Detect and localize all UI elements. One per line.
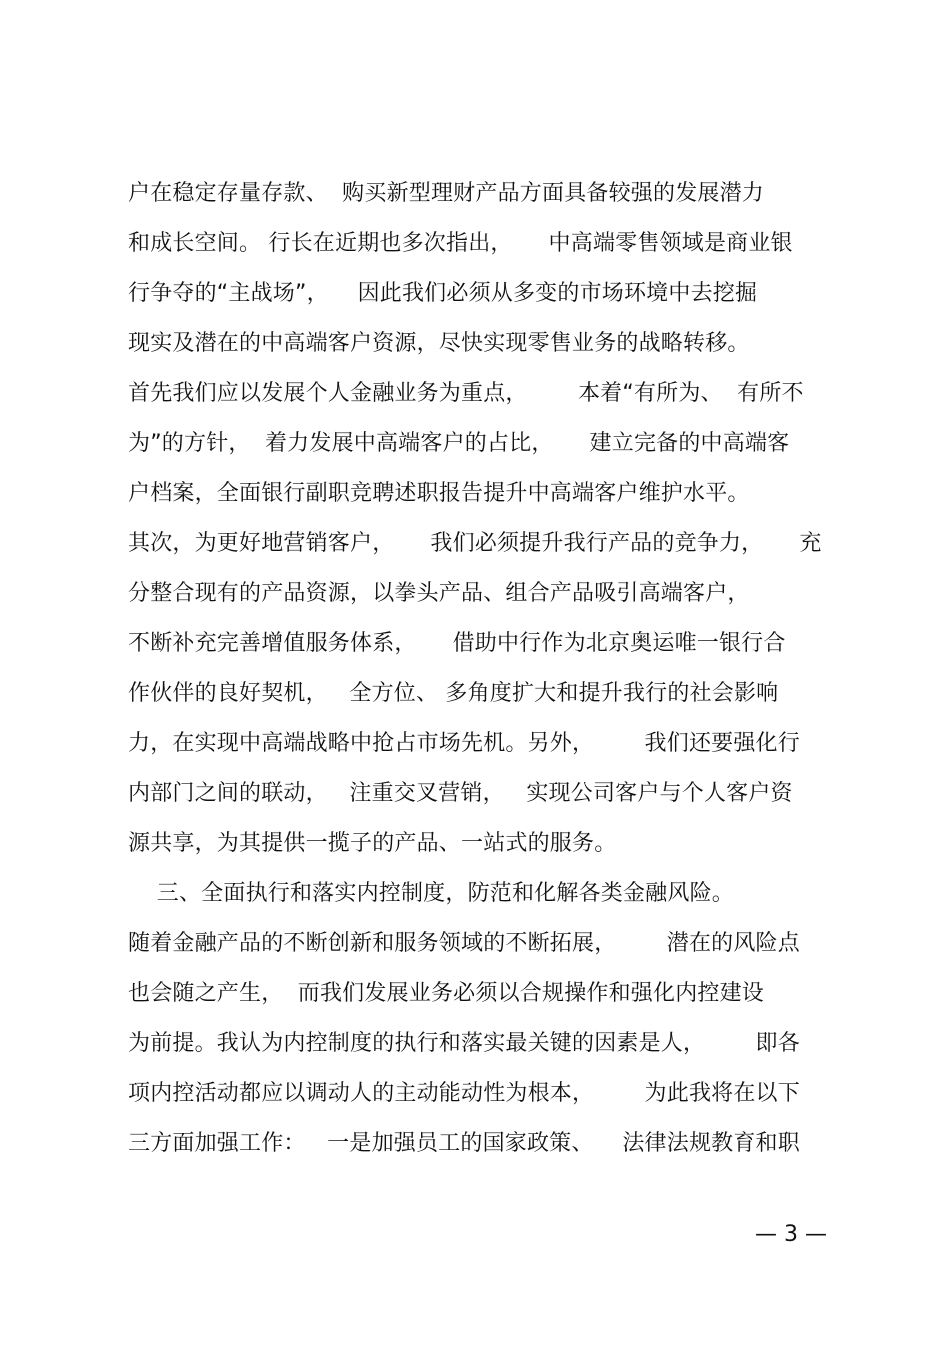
text-line: 内部门之间的联动， 注重交叉营销， 实现公司客户与个人客户资: [128, 781, 793, 806]
text-line: 三方面加强工作： 一是加强员工的国家政策、 法律法规教育和职: [128, 1131, 800, 1156]
text-line: 作伙伴的良好契机， 全方位、 多角度扩大和提升我行的社会影响: [128, 681, 779, 706]
text-line: 力，在实现中高端战略中抢占市场先机。另外， 我们还要强化行: [128, 731, 800, 756]
section-heading-line: 三、全面执行和落实内控制度，防范和化解各类金融风险。: [128, 881, 734, 906]
text-line: 源共享，为其提供一揽子的产品、一站式的服务。: [128, 831, 617, 856]
text-line: 分整合现有的产品资源，以拳头产品、组合产品吸引高端客户，: [128, 581, 750, 606]
text-line: 其次，为更好地营销客户， 我们必须提升我行产品的竞争力， 充: [128, 531, 822, 556]
text-line: 现实及潜在的中高端客户资源，尽快实现零售业务的战略转移。: [128, 331, 750, 356]
text-line: 不断补充完善增值服务体系， 借助中行作为北京奥运唯一银行合: [128, 631, 786, 656]
text-line: 行争夺的“主战场”， 因此我们必须从多变的市场环境中去挖掘: [128, 281, 758, 306]
text-line: 为前提。我认为内控制度的执行和落实最关键的因素是人， 即各: [128, 1031, 800, 1056]
body-text: [128, 176, 838, 1176]
text-line: 和成长空间。 行长在近期也多次指出， 中高端零售领域是商业银: [128, 231, 793, 256]
text-line: 户档案，全面银行副职竞聘述职报告提升中高端客户维护水平。: [128, 481, 750, 506]
text-line: 随着金融产品的不断创新和服务领域的不断拓展， 潜在的风险点: [128, 931, 800, 956]
text-line: 项内控活动都应以调动人的主动能动性为根本， 为此我将在以下: [128, 1081, 800, 1106]
text-line: 首先我们应以发展个人金融业务为重点， 本着“有所为、 有所不: [128, 381, 804, 406]
page-number: — 3 —: [755, 1222, 827, 1247]
text-line: 为”的方针， 着力发展中高端客户的占比， 建立完备的中高端客: [128, 431, 790, 456]
text-line: 户在稳定存量存款、 购买新型理财产品方面具备较强的发展潜力: [128, 181, 764, 206]
text-line: 也会随之产生， 而我们发展业务必须以合规操作和强化内控建设: [128, 981, 764, 1006]
